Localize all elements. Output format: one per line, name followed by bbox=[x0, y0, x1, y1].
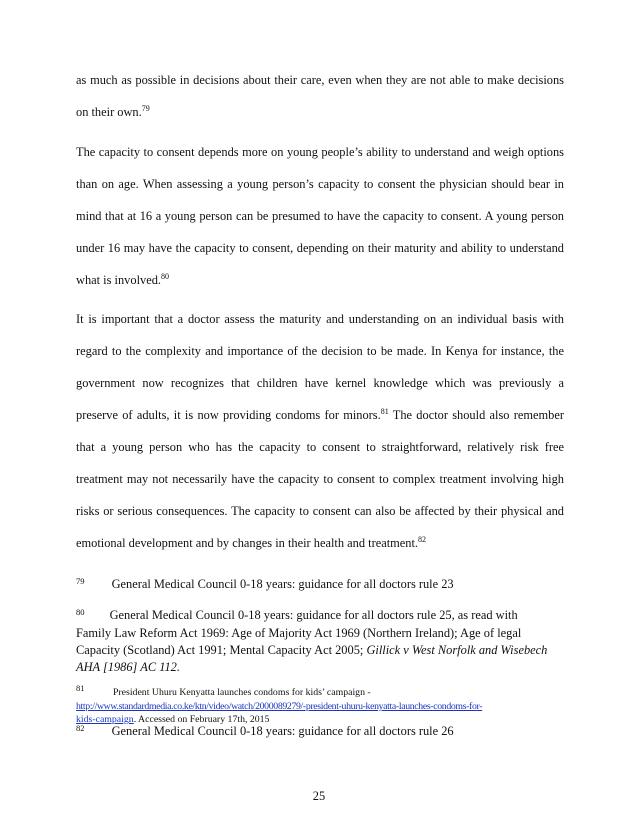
text-line: than on age. When assessing a young person’s capacity to consent the physician should bear in bbox=[76, 177, 564, 191]
text-line: treatment may not necessarily have the capacity to consent to complex treatment involving high bbox=[76, 472, 564, 486]
text-line: It is important that a doctor assess the maturity and understanding on an individual basis with bbox=[76, 312, 564, 326]
source-link[interactable]: http://www.standardmedia.co.ke/ktn/video/watch/2000089279/-president-uhuru-kenyatta-launches-condoms-for- bbox=[76, 701, 483, 712]
text-line: what is involved.$^{80}$ bbox=[76, 272, 170, 287]
text-line: on their own.$^{79}$ bbox=[76, 104, 150, 119]
text-line: under 16 may have the capacity to consent, depending on their maturity and ability to understand bbox=[76, 241, 564, 255]
text-line: as much as possible in decisions about their care, even when they are not able to make decisions bbox=[76, 73, 564, 87]
text-line: preserve of adults, it is now providing condoms for minors.$^{81}$ The doctor should also remember bbox=[76, 407, 564, 422]
source-link[interactable]: kids-campaign bbox=[76, 714, 134, 725]
footnote-ref-82[interactable]: 82 bbox=[418, 535, 427, 544]
case-citation: AHA [1986] AC 112. bbox=[76, 660, 180, 674]
footnote-text: Family Law Reform Act 1969: Age of Majority Act 1969 (Northern Ireland); Age of legal bbox=[76, 626, 522, 640]
footnote-text: President Uhuru Kenyatta launches condoms for kids’ campaign - bbox=[112, 687, 371, 698]
page-number: 25 bbox=[312, 789, 326, 803]
footnote-text: General Medical Council 0-18 years: guidance for all doctors rule 23 bbox=[111, 577, 454, 591]
footnote-ref-80[interactable]: 80 bbox=[161, 272, 170, 281]
footnote-80 bbox=[76, 607, 518, 624]
footnote-text-row bbox=[76, 642, 547, 658]
footnote-82 bbox=[76, 723, 454, 740]
footnote-text: . Accessed on February 17th, 2015 bbox=[133, 714, 270, 725]
footnote-text: Capacity (Scotland) Act 1991; Mental Capacity Act 2005; bbox=[76, 643, 367, 657]
footnote-number: 82 bbox=[76, 723, 85, 733]
footnote-ref-79[interactable]: 79 bbox=[141, 104, 150, 113]
footnote-ref-81[interactable]: 81 bbox=[380, 407, 389, 416]
footnote-text: General Medical Council 0-18 years: guidance for all doctors rule 26 bbox=[111, 724, 454, 738]
text-line: risks or serious consequences. The capacity to consent can also be affected by their physical and bbox=[76, 504, 564, 518]
text-line: government now recognizes that children have kernel knowledge which was previously a bbox=[76, 376, 564, 390]
footnote-79 bbox=[76, 576, 454, 593]
text-line: emotional development and by changes in their health and treatment.$^{82}$ bbox=[76, 535, 427, 550]
footnote-number: 80 bbox=[76, 607, 85, 617]
text-line: The capacity to consent depends more on young people’s ability to understand and weigh options bbox=[76, 145, 564, 159]
text-line: that a young person who has the capacity to consent to straightforward, relatively risk free bbox=[76, 440, 564, 454]
footnote-text: General Medical Council 0-18 years: guidance for all doctors rule 25, as read with bbox=[109, 608, 518, 622]
footnote-number: 79 bbox=[76, 576, 85, 586]
case-citation: Gillick v West Norfolk and Wisebech bbox=[366, 643, 548, 657]
footnote-number: 81 bbox=[76, 683, 85, 693]
text-line: regard to the complexity and importance of the decision to be made. In Kenya for instance, the bbox=[76, 344, 564, 358]
text-line: mind that at 16 a young person can be presumed to have the capacity to consent. A young person bbox=[76, 209, 564, 223]
